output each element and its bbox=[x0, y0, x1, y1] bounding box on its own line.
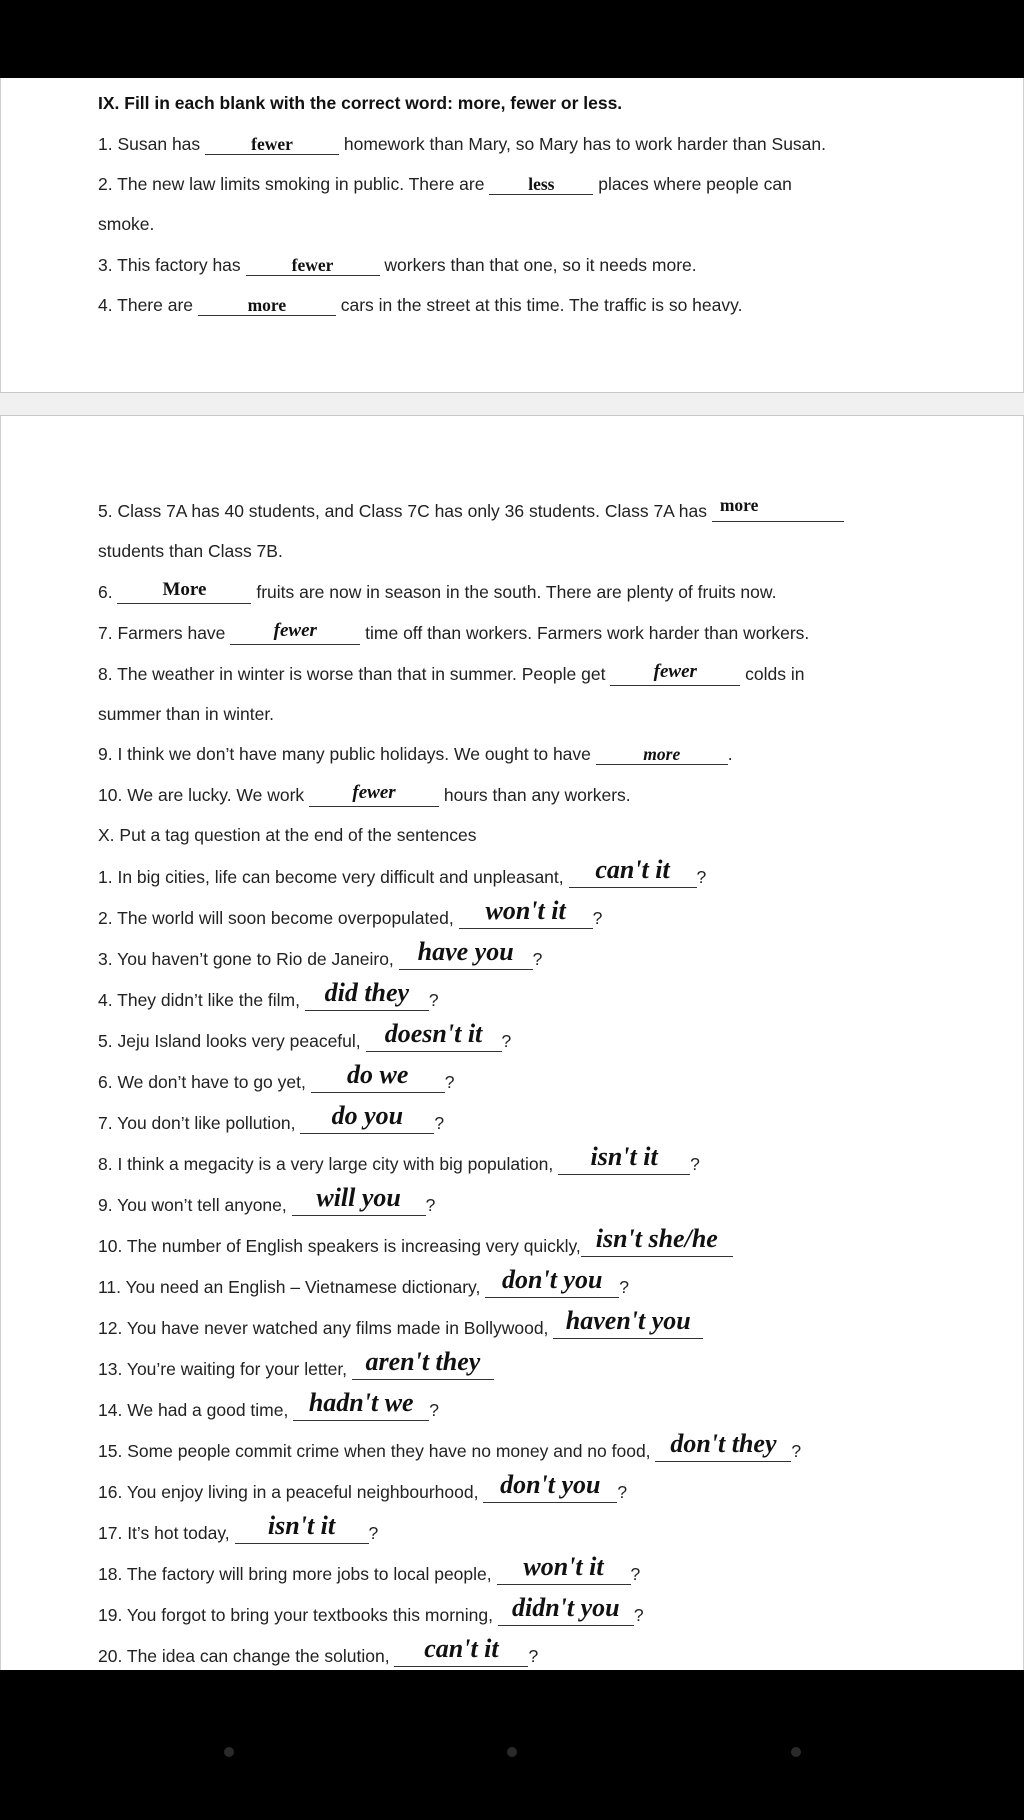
s10-item-5-answer: doesn't it bbox=[384, 1019, 483, 1048]
document-page-2 bbox=[0, 416, 1024, 1670]
s10-item-9-answer: will you bbox=[316, 1183, 401, 1212]
s10-item-19-text: 19. You forgot to bring your textbooks this morning, bbox=[98, 1605, 498, 1625]
s9-item-6-text: 6. bbox=[98, 582, 118, 602]
s10-item-2-text: 2. The world will soon become overpopulated, bbox=[98, 908, 459, 928]
s9-item-8-text-end: colds in bbox=[740, 664, 805, 684]
s9-item-3-answer: fewer bbox=[291, 255, 334, 275]
s10-item-18-text: 18. The factory will bring more jobs to local people, bbox=[98, 1564, 497, 1584]
s10-item-14 bbox=[98, 1388, 439, 1421]
s10-item-3 bbox=[98, 937, 543, 970]
s10-item-5-text: 5. Jeju Island looks very peaceful, bbox=[98, 1031, 366, 1051]
s9-item-5-answer: more bbox=[719, 495, 759, 515]
s10-item-17-qmark: ? bbox=[368, 1523, 379, 1543]
nav-dot-right-icon[interactable] bbox=[791, 1747, 801, 1757]
s10-item-15-blank[interactable] bbox=[655, 1429, 791, 1462]
s10-item-2-qmark: ? bbox=[592, 908, 603, 928]
s9-item-2-text-end: places where people can bbox=[593, 174, 792, 194]
s9-item-7-text: 7. Farmers have bbox=[98, 623, 231, 643]
bottom-black-bar bbox=[0, 1670, 1024, 1820]
s10-item-1-text: 1. In big cities, life can become very difficult and unpleasant, bbox=[98, 867, 569, 887]
s10-item-19 bbox=[98, 1593, 644, 1626]
s10-item-12-text: 12. You have never watched any films made in Bollywood, bbox=[98, 1318, 554, 1338]
s10-item-2-blank[interactable] bbox=[459, 896, 593, 929]
s9-item-4-text-end: cars in the street at this time. The traffic is so heavy. bbox=[335, 295, 743, 315]
s9-item-10-answer: fewer bbox=[352, 782, 396, 803]
s10-item-20-text: 20. The idea can change the solution, bbox=[98, 1646, 395, 1666]
s9-item-8 bbox=[98, 663, 805, 686]
s9-item-4-blank[interactable] bbox=[198, 295, 336, 316]
s10-item-17 bbox=[98, 1511, 379, 1544]
s10-item-16-text: 16. You enjoy living in a peaceful neighbourhood, bbox=[98, 1482, 484, 1502]
s10-item-1-answer: can't it bbox=[595, 855, 670, 884]
s10-item-13-text: 13. You’re waiting for your letter, bbox=[98, 1359, 352, 1379]
s10-item-20-qmark: ? bbox=[528, 1646, 539, 1666]
s10-item-17-blank[interactable] bbox=[235, 1511, 369, 1544]
s9-item-8-blank[interactable] bbox=[610, 661, 740, 686]
s10-item-10-answer: isn't she/he bbox=[595, 1224, 718, 1253]
s9-item-6 bbox=[98, 581, 776, 604]
s9-item-5-text: 5. Class 7A has 40 students, and Class 7C has only 36 students. Class 7A has bbox=[98, 501, 712, 521]
s10-item-14-qmark: ? bbox=[429, 1400, 439, 1420]
s10-item-20-blank[interactable] bbox=[394, 1634, 528, 1667]
s10-item-9 bbox=[98, 1183, 436, 1216]
s10-item-19-answer: didn't you bbox=[512, 1593, 620, 1622]
s10-item-20-answer: can't it bbox=[424, 1634, 499, 1663]
s9-item-2 bbox=[98, 173, 792, 195]
s10-item-6 bbox=[98, 1060, 455, 1093]
s10-item-4-blank[interactable] bbox=[305, 978, 429, 1011]
s9-item-4-text: 4. There are bbox=[98, 295, 198, 315]
s10-item-15-answer: don't they bbox=[670, 1429, 777, 1458]
s10-item-16-blank[interactable] bbox=[483, 1470, 617, 1503]
s9-item-3-blank[interactable] bbox=[246, 255, 380, 276]
s10-item-12 bbox=[98, 1306, 703, 1339]
section-9-heading: IX. Fill in each blank with the correct word: more, fewer or less. bbox=[98, 93, 623, 113]
s10-item-3-answer: have you bbox=[417, 937, 514, 966]
s9-item-9-blank[interactable] bbox=[596, 744, 728, 765]
s9-item-9-text: 9. I think we don’t have many public holidays. We ought to have bbox=[98, 744, 596, 764]
s10-item-5 bbox=[98, 1019, 512, 1052]
s9-item-10-text-end: hours than any workers. bbox=[439, 785, 631, 805]
s10-item-5-qmark: ? bbox=[501, 1031, 512, 1051]
s10-item-3-text: 3. You haven’t gone to Rio de Janeiro, bbox=[98, 949, 399, 969]
nav-dot-left-icon[interactable] bbox=[224, 1747, 234, 1757]
s9-item-7 bbox=[98, 622, 809, 645]
s10-item-4-qmark: ? bbox=[428, 990, 439, 1010]
s10-item-6-text: 6. We don’t have to go yet, bbox=[98, 1072, 311, 1092]
s10-item-18-blank[interactable] bbox=[497, 1552, 631, 1585]
s10-item-14-text: 14. We had a good time, bbox=[98, 1400, 294, 1420]
s10-item-7-blank[interactable] bbox=[300, 1101, 434, 1134]
s10-item-15-text: 15. Some people commit crime when they have no money and no food, bbox=[98, 1441, 656, 1461]
s10-item-11-text: 11. You need an English – Vietnamese dictionary, bbox=[98, 1277, 486, 1297]
s10-item-11-qmark: ? bbox=[619, 1277, 629, 1297]
s10-item-8 bbox=[98, 1142, 700, 1175]
s10-item-11-answer: don't you bbox=[502, 1265, 603, 1294]
s9-item-4 bbox=[98, 294, 742, 316]
s10-item-6-blank[interactable] bbox=[311, 1060, 445, 1093]
s10-item-7 bbox=[98, 1101, 445, 1134]
s9-item-8-answer: fewer bbox=[653, 661, 697, 682]
s10-item-2-answer: won't it bbox=[485, 896, 566, 925]
s9-item-1-text: 1. Susan has bbox=[98, 134, 206, 154]
s10-item-5-blank[interactable] bbox=[366, 1019, 502, 1052]
s10-item-9-qmark: ? bbox=[425, 1195, 436, 1215]
nav-dot-center-icon[interactable] bbox=[507, 1747, 517, 1757]
s10-item-3-blank[interactable] bbox=[399, 937, 533, 970]
s9-item-9 bbox=[98, 743, 733, 765]
s10-item-7-text: 7. You don’t like pollution, bbox=[98, 1113, 301, 1133]
s10-item-17-text: 17. It’s hot today, bbox=[98, 1523, 235, 1543]
s10-item-20 bbox=[98, 1634, 539, 1667]
s10-item-6-qmark: ? bbox=[444, 1072, 455, 1092]
s9-item-9-answer: more bbox=[643, 744, 681, 764]
s9-item-2-continuation: smoke. bbox=[98, 214, 155, 234]
s9-item-1-blank[interactable] bbox=[205, 134, 339, 155]
s9-item-10-blank[interactable] bbox=[309, 782, 439, 807]
s10-item-18 bbox=[98, 1552, 641, 1585]
s10-item-2 bbox=[98, 896, 603, 929]
s9-item-7-answer: fewer bbox=[273, 620, 317, 641]
s10-item-6-answer: do we bbox=[347, 1060, 409, 1089]
s9-item-7-text-end: time off than workers. Farmers work harder than workers. bbox=[360, 623, 810, 643]
s10-item-10-text: 10. The number of English speakers is increasing very quickly, bbox=[98, 1236, 581, 1256]
s10-item-16-qmark: ? bbox=[617, 1482, 628, 1502]
s10-item-9-blank[interactable] bbox=[292, 1183, 426, 1216]
s10-item-14-blank[interactable] bbox=[293, 1388, 429, 1421]
s9-item-1 bbox=[98, 133, 826, 155]
s10-item-8-text: 8. I think a megacity is a very large city with big population, bbox=[98, 1154, 559, 1174]
s9-item-3-text-end: workers than that one, so it needs more. bbox=[379, 255, 697, 275]
s10-item-12-blank[interactable] bbox=[553, 1306, 703, 1339]
s9-item-5-blank[interactable] bbox=[712, 495, 844, 522]
document-page-1 bbox=[0, 78, 1024, 392]
s10-item-15-qmark: ? bbox=[791, 1441, 802, 1461]
s9-item-1-text-end: homework than Mary, so Mary has to work harder than Susan. bbox=[339, 134, 827, 154]
s9-item-9-text-end: . bbox=[727, 744, 733, 764]
s10-item-12-answer: haven't you bbox=[565, 1306, 691, 1335]
s10-item-7-qmark: ? bbox=[434, 1113, 445, 1133]
s9-item-6-text-end: fruits are now in season in the south. There are plenty of fruits now. bbox=[251, 582, 777, 602]
s9-item-2-text: 2. The new law limits smoking in public. There are bbox=[98, 174, 490, 194]
s10-item-3-qmark: ? bbox=[532, 949, 543, 969]
s10-item-19-qmark: ? bbox=[633, 1605, 644, 1625]
s9-item-2-blank[interactable] bbox=[489, 174, 593, 195]
s9-item-7-blank[interactable] bbox=[230, 620, 360, 645]
s10-item-13-answer: aren't they bbox=[365, 1347, 481, 1376]
s9-item-2-answer: less bbox=[528, 174, 555, 194]
s10-item-1-blank[interactable] bbox=[569, 855, 697, 888]
s9-item-1-answer: fewer bbox=[251, 134, 293, 154]
s10-item-8-blank[interactable] bbox=[558, 1142, 690, 1175]
s10-item-10-blank[interactable] bbox=[581, 1224, 733, 1257]
s10-item-16 bbox=[98, 1470, 628, 1503]
s9-item-4-answer: more bbox=[247, 295, 287, 315]
s10-item-11-blank[interactable] bbox=[485, 1265, 619, 1298]
s9-item-8-text: 8. The weather in winter is worse than that in summer. People get bbox=[98, 664, 611, 684]
s10-item-1-qmark: ? bbox=[696, 867, 707, 887]
s10-item-13 bbox=[98, 1347, 494, 1380]
s9-item-3-text: 3. This factory has bbox=[98, 255, 246, 275]
s9-item-10 bbox=[98, 784, 631, 807]
s10-item-8-answer: isn't it bbox=[590, 1142, 658, 1171]
section-10-heading: X. Put a tag question at the end of the sentences bbox=[98, 825, 477, 845]
top-black-bar bbox=[0, 0, 1024, 78]
s10-item-1 bbox=[98, 855, 707, 888]
s10-item-18-qmark: ? bbox=[630, 1564, 641, 1584]
s10-item-14-answer: hadn't we bbox=[308, 1388, 414, 1417]
s10-item-18-answer: won't it bbox=[523, 1552, 604, 1581]
s10-item-11 bbox=[98, 1265, 629, 1298]
s10-item-7-answer: do you bbox=[331, 1101, 404, 1130]
s10-item-19-blank[interactable] bbox=[498, 1593, 634, 1626]
s10-item-17-answer: isn't it bbox=[267, 1511, 336, 1540]
s9-item-6-blank[interactable] bbox=[117, 579, 251, 604]
s9-item-6-answer: More bbox=[162, 579, 207, 600]
s10-item-15 bbox=[98, 1429, 802, 1462]
s9-item-5-continuation: students than Class 7B. bbox=[98, 541, 283, 561]
s10-item-4-answer: did they bbox=[324, 978, 410, 1007]
s10-item-13-blank[interactable] bbox=[352, 1347, 494, 1380]
s10-item-16-answer: don't you bbox=[500, 1470, 601, 1499]
s10-item-8-qmark: ? bbox=[690, 1154, 700, 1174]
s9-item-8-continuation: summer than in winter. bbox=[98, 704, 275, 724]
s10-item-9-text: 9. You won’t tell anyone, bbox=[98, 1195, 292, 1215]
s10-item-10 bbox=[98, 1224, 733, 1257]
s9-item-5 bbox=[98, 495, 844, 522]
s9-item-3 bbox=[98, 254, 697, 276]
s9-item-10-text: 10. We are lucky. We work bbox=[98, 785, 310, 805]
s10-item-4-text: 4. They didn’t like the film, bbox=[98, 990, 305, 1010]
page-separator bbox=[0, 392, 1024, 416]
s10-item-4 bbox=[98, 978, 439, 1011]
